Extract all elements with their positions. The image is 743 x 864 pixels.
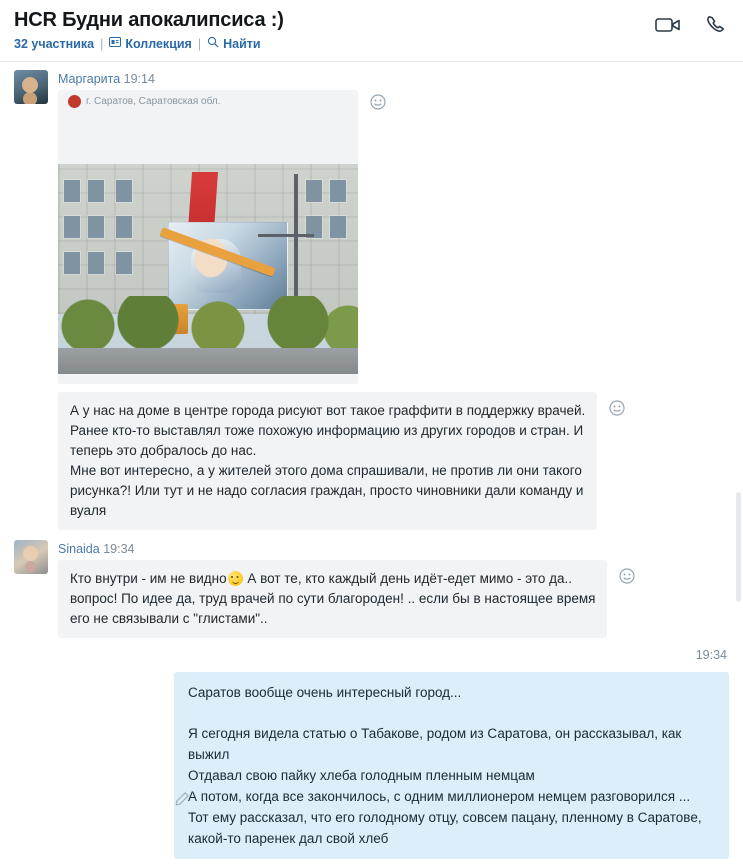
message-body — [58, 70, 729, 530]
photo-wire — [258, 234, 314, 237]
message-text-before-emoji: Кто внутри - им не видно — [70, 571, 227, 586]
own-message-row — [14, 672, 729, 859]
text-message-bubble[interactable] — [58, 392, 597, 530]
message-list[interactable] — [0, 62, 743, 864]
location-icon — [68, 95, 81, 108]
video-camera-icon[interactable] — [653, 10, 683, 40]
own-message-line: Саратов вообще очень интересный город... — [188, 685, 462, 700]
text-message-bubble[interactable] — [58, 560, 607, 638]
message-line: рисунка?! Или тут и не надо согласия граждан, просто чиновники дали команду и — [70, 483, 584, 498]
photo-window — [88, 180, 104, 202]
own-message-line: Тот ему рассказал, что его голодному отцу, совсем пацану, пленному в Саратове, — [188, 810, 702, 825]
own-message-time: 19:34 — [695, 648, 727, 662]
photo-thumbnail[interactable] — [58, 164, 358, 374]
search-icon — [207, 36, 219, 52]
collection-icon — [109, 36, 121, 52]
message-item — [14, 540, 729, 638]
message-item — [14, 70, 729, 530]
photo-window — [330, 180, 346, 202]
photo-building — [58, 164, 358, 314]
message-author[interactable]: Маргарита — [58, 72, 121, 86]
scrollbar-thumb[interactable] — [736, 492, 741, 602]
avatar[interactable] — [14, 70, 48, 104]
photo-window — [64, 252, 80, 274]
photo-window — [64, 180, 80, 202]
photo-caption-row — [58, 90, 358, 112]
message-meta — [58, 72, 729, 86]
photo-window — [116, 216, 132, 238]
smiley-reaction-icon[interactable] — [609, 400, 625, 416]
own-message-line: выжил — [188, 747, 230, 762]
photo-message-bubble[interactable] — [58, 90, 358, 384]
chat-header — [0, 0, 743, 62]
subheader-separator-1: | — [100, 37, 104, 51]
chat-subheader — [14, 36, 729, 52]
message-line: А у нас на доме в центре города рисуют вот такое граффити в поддержку врачей. — [70, 403, 586, 418]
photo-window — [88, 216, 104, 238]
photo-window — [116, 252, 132, 274]
own-message-spacer — [188, 703, 715, 723]
header-actions — [653, 10, 731, 40]
message-text-after-emoji: А вот те, кто каждый день идёт-едет мимо - это да.. — [243, 571, 572, 586]
own-message-line: какой-то паренек дал свой хлеб — [188, 831, 389, 846]
message-line: вуаля — [70, 503, 107, 518]
message-line: его не связывали с "глистами".. — [70, 611, 268, 626]
own-message-item — [14, 648, 729, 859]
message-line: Мне вот интересно, а у жителей этого дома спрашивали, не против ли они такого — [70, 463, 582, 478]
own-message-line: Отдавал свою пайку хлеба голодным пленным немцам — [188, 768, 535, 783]
photo-window — [116, 180, 132, 202]
photo-window — [330, 216, 346, 238]
message-author[interactable]: Sinaida — [58, 542, 100, 556]
message-time: 19:14 — [123, 72, 155, 86]
message-line-with-emoji — [70, 569, 595, 589]
smiley-reaction-icon[interactable] — [619, 568, 635, 584]
photo-road — [58, 348, 358, 374]
photo-window — [306, 180, 322, 202]
photo-window — [88, 252, 104, 274]
message-line: Ранее кто-то выставлял тоже похожую информацию из других городов и стран. И — [70, 423, 584, 438]
avatar[interactable] — [14, 540, 48, 574]
subheader-separator-2: | — [197, 37, 202, 51]
message-meta — [58, 542, 729, 556]
smiling-face-emoji — [228, 571, 243, 586]
photo-caption: г. Саратов, Саратовская обл. — [86, 95, 221, 107]
search-button[interactable] — [207, 36, 260, 52]
own-message-bubble[interactable] — [174, 672, 729, 859]
message-line: теперь это добралось до нас. — [70, 443, 257, 458]
search-label: Найти — [223, 37, 261, 51]
message-time: 19:34 — [103, 542, 135, 556]
chat-title: HCR Будни апокалипсиса :) — [14, 9, 284, 31]
message-body — [58, 540, 729, 638]
message-line: вопрос! По идее да, труд врачей по сути благороден! .. если бы в настоящее время — [70, 591, 596, 606]
edit-pencil-icon[interactable] — [174, 791, 190, 807]
own-message-line: Я сегодня видела статью о Табакове, родом из Саратова, он рассказывал, как — [188, 726, 682, 741]
collection-label: Коллекция — [125, 37, 192, 51]
collection-button[interactable] — [109, 36, 192, 52]
smiley-reaction-icon[interactable] — [370, 94, 386, 110]
phone-icon[interactable] — [701, 10, 731, 40]
own-message-line: А потом, когда все закончилось, с одним миллионером немцем разговорился ... — [188, 789, 691, 804]
members-count[interactable]: 32 участника — [14, 37, 95, 51]
photo-window — [64, 216, 80, 238]
photo-trees — [58, 296, 358, 352]
